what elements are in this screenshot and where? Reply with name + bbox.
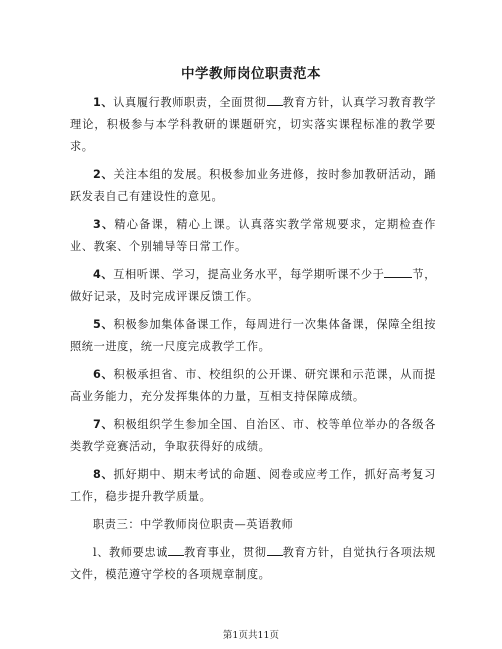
paragraph-text: 积极组织学生参加全国、自治区、市、校等单位举办的各级各类教学竞赛活动，争取获得好的成绩。 <box>70 418 437 453</box>
paragraph-6 <box>70 364 436 408</box>
paragraph-text: 认真履行教师职责，全面贯彻 <box>113 96 267 109</box>
page-footer: 第1页共11页 <box>222 630 280 641</box>
paragraph-text: 互相听课、学习，提高业务水平，每学期听课不少于 <box>113 268 385 281</box>
section-item-1 <box>70 542 436 586</box>
paragraph-number: 6、 <box>93 368 114 381</box>
fill-blank <box>267 93 283 106</box>
paragraph-8 <box>70 464 436 508</box>
fill-blank <box>168 543 184 556</box>
fill-blank <box>267 543 283 556</box>
paragraph-4 <box>70 264 436 308</box>
paragraph-text: 教育事业，贯彻 <box>184 546 267 559</box>
paragraph-number: 4、 <box>93 268 114 281</box>
paragraph-text: 关注本组的发展。积极参加业务进修，按时参加教研活动，踊跃发表自己有建设性的意见。 <box>70 168 437 203</box>
paragraph-text: 教育方针，认真学习教育教学理论，积极参与本学科教研的课题研究，切实落实课程标准的教学要求。 <box>70 96 436 153</box>
paragraph-text: 精心备课，精心上课。认真落实教学常规要求，定期检查作业、教案、个别辅导等日常工作。 <box>70 218 437 253</box>
paragraph-1 <box>70 92 436 158</box>
paragraph-3 <box>70 214 436 258</box>
paragraph-text: 抓好期中、期末考试的命题、阅卷或应考工作，抓好高考复习工作，稳步提升教学质量。 <box>70 468 437 503</box>
paragraph-text: 节，做好记录，及时完成评课反馈工作。 <box>70 268 437 303</box>
paragraph-number: 5、 <box>93 318 114 331</box>
paragraph-number: 1、 <box>93 96 114 109</box>
section-heading: 职责三：中学教师岗位职责—英语教师 <box>93 518 294 531</box>
document-title: 中学教师岗位职责范本 <box>181 66 321 82</box>
paragraph-number: 3、 <box>93 218 115 231</box>
paragraph-text: 积极承担省、市、校组织的公开课、研究课和示范课，从而提高业务能力，充分发挥集体的力量，互相支持保障成绩。 <box>70 368 437 403</box>
paragraph-text: l、教师要忠诚 <box>93 546 168 559</box>
paragraph-number: 8、 <box>93 468 114 481</box>
fill-blank <box>384 265 412 278</box>
paragraph-number: 7、 <box>93 418 114 431</box>
document-body <box>70 92 436 592</box>
paragraph-text: 教育方针，自觉执行各项法规文件，模范遵守学校的各项规章制度。 <box>70 546 436 581</box>
paragraph-text: 积极参加集体备课工作，每周进行一次集体备课，保障全组按照统一进度，统一尺度完成教学工作。 <box>70 318 437 353</box>
paragraph-number: 2、 <box>93 168 114 181</box>
paragraph-2 <box>70 164 436 208</box>
paragraph-5 <box>70 314 436 358</box>
paragraph-7 <box>70 414 436 458</box>
